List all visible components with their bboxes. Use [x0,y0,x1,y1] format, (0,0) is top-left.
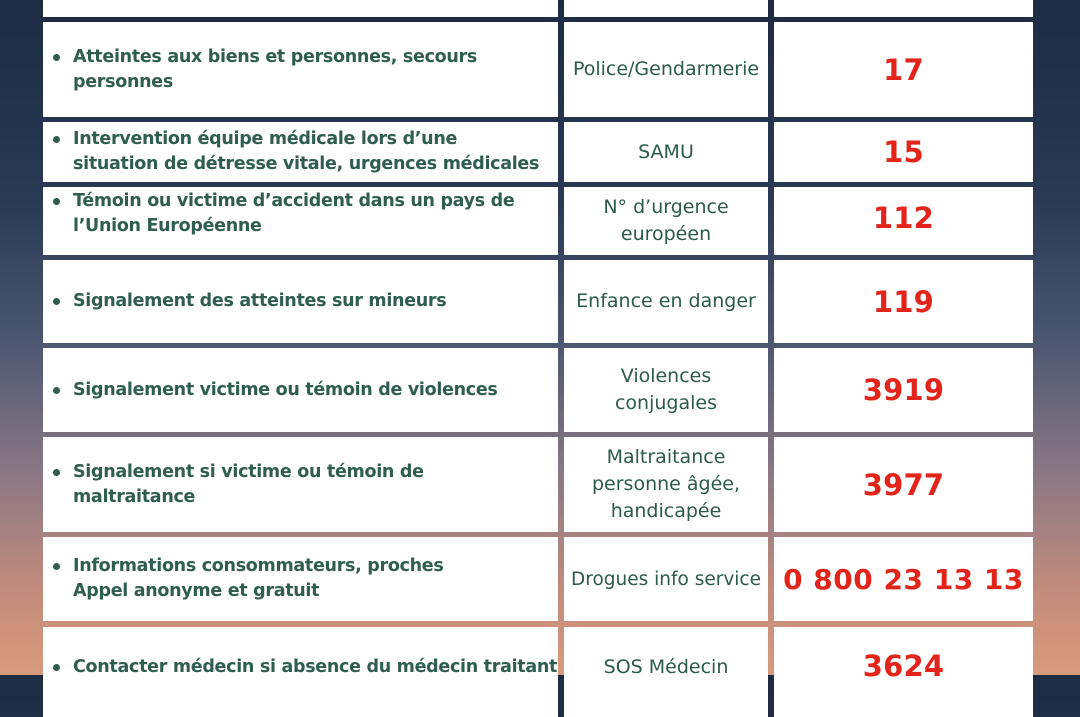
row-description: Signalement si victime ou témoin de maltraitance [73,461,424,507]
row-3-description-cell [43,187,558,255]
row-6-service-cell [564,437,768,532]
row-5-number-cell [774,348,1033,432]
row-0-service-cell [564,0,768,17]
row-description: Signalement des atteintes sur mineurs [73,291,447,311]
row-3-service-cell [564,187,768,255]
row-8-description-cell [43,627,558,717]
row-service: Enfance en danger [576,290,756,312]
bullet-icon [53,136,60,143]
bullet-icon [53,387,60,394]
row-1-service-cell [564,22,768,117]
row-4-service-cell [564,260,768,343]
row-3-number-cell [774,187,1033,255]
row-service: SOS Médecin [603,656,729,678]
phone-number[interactable]: 0 800 23 13 13 [783,562,1024,596]
row-2-service-cell [564,122,768,182]
row-4-number-cell [774,260,1033,343]
row-5-service-cell [564,348,768,432]
row-1-description-cell [43,22,558,117]
row-0-number-cell [774,0,1033,17]
phone-number[interactable]: 3919 [862,373,945,407]
row-6-number-cell [774,437,1033,532]
row-8-number-cell [774,627,1033,717]
phone-number[interactable]: 3624 [862,649,945,683]
row-service: Violences conjugales [614,365,717,414]
bullet-icon [53,469,60,476]
row-description: Informations consommateurs, proches Appel anonyme et gratuit [73,556,444,601]
row-1-number-cell [774,22,1033,117]
row-4-description-cell [43,260,558,343]
phone-number[interactable]: 17 [883,52,924,87]
bullet-icon [53,298,60,305]
row-7-description-cell [43,537,558,621]
row-6-description-cell [43,437,558,532]
row-service: Maltraitance personne âgée, handicapée [591,446,741,522]
row-description: Témoin ou victime d’accident dans un pays de l’Union Européenne [73,191,515,236]
row-description: Intervention équipe médicale lors d’une situation de détresse vitale, urgences médicales [73,129,540,174]
row-7-service-cell [564,537,768,621]
row-service: N° d’urgence européen [603,196,729,245]
phone-number[interactable]: 112 [872,201,935,235]
row-0-description-cell [43,0,558,17]
row-service: Drogues info service [571,568,761,590]
row-2-number-cell [774,122,1033,182]
phone-number[interactable]: 15 [883,135,924,169]
bullet-icon [53,664,60,671]
bullet-icon [53,54,60,61]
row-8-service-cell [564,627,768,717]
row-description: Atteintes aux biens et personnes, secours personnes [73,46,477,92]
bullet-icon [53,198,60,205]
bullet-icon [53,563,60,570]
phone-number[interactable]: 119 [872,284,935,319]
row-description: Signalement victime ou témoin de violences [73,379,498,400]
row-2-description-cell [43,122,558,182]
row-5-description-cell [43,348,558,432]
row-service: Police/Gendarmerie [572,58,760,80]
row-description: Contacter médecin si absence du médecin traitant [73,657,558,677]
phone-number[interactable]: 3977 [862,467,945,502]
row-service: SAMU [638,141,694,163]
row-7-number-cell [774,537,1033,621]
